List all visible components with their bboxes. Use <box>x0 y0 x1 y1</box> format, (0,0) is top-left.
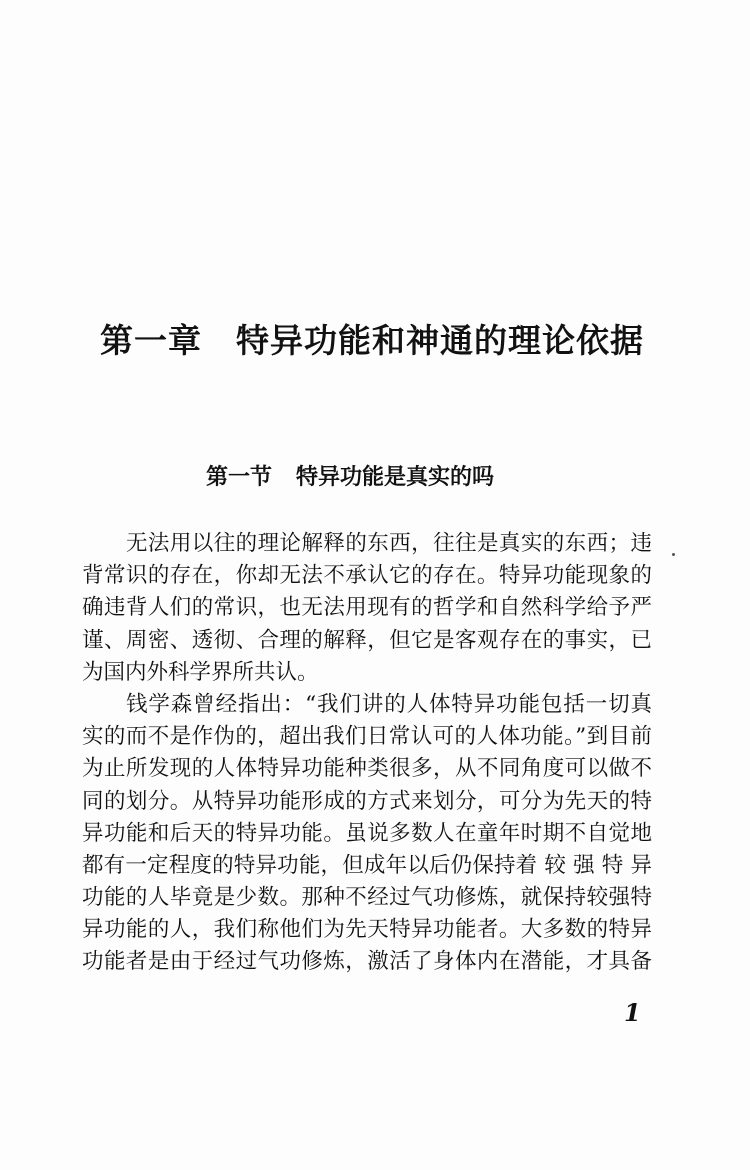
chapter-number: 第一章 <box>100 321 202 360</box>
paragraph-2-line: 为止所发现的人体特异功能种类很多，从不同角度可以做不 <box>82 756 652 782</box>
section-title-text: 特异功能是真实的吗 <box>296 465 495 490</box>
paragraph-2-line: 都有一定程度的特异功能，但成年以后仍保持着 较 强 特 异 <box>82 852 652 878</box>
body-text <box>82 528 652 979</box>
paragraph-2-line: 实的而不是作伪的，超出我们日常认可的人体功能。”到目前 <box>82 724 652 750</box>
chapter-title-text: 特异功能和神通的理论依据 <box>236 321 644 360</box>
scan-speck <box>672 553 675 556</box>
paragraph-2-line: 异功能和后天的特异功能。虽说多数人在童年时期不自觉地 <box>82 820 652 846</box>
paragraph-1-line: 为国内外科学界所共认。 <box>82 659 319 685</box>
section-heading <box>206 460 494 496</box>
section-number: 第一节 <box>206 465 273 490</box>
paragraph-1-line: 背常识的存在，你却无法不承认它的存在。特异功能现象的 <box>82 563 652 589</box>
paragraph-2-line: 功能者是由于经过气功修炼，激活了身体内在潜能，才具备 <box>82 949 652 975</box>
chapter-heading <box>100 316 660 366</box>
paragraph-1-line: 无法用以往的理论解释的东西，往往是真实的东西；违 <box>126 531 652 556</box>
paragraph-1-line: 确违背人们的常识，也无法用现有的哲学和自然科学给予严 <box>82 595 652 621</box>
paragraph-1-line: 谨、周密、透彻、合理的解释，但它是客观存在的事实，已 <box>82 627 652 653</box>
paragraph-2-line: 钱学森曾经指出：“我们讲的人体特异功能包括一切真 <box>126 691 652 717</box>
paragraph-2-line: 功能的人毕竟是少数。那种不经过气功修炼，就保持较强特 <box>82 885 652 911</box>
page-number: 1 <box>624 998 641 1027</box>
paragraph-2-line: 异功能的人，我们称他们为先天特异功能者。大多数的特异 <box>82 917 652 943</box>
paragraph-2-line: 同的划分。从特异功能形成的方式来划分，可分为先天的特 <box>82 788 652 814</box>
